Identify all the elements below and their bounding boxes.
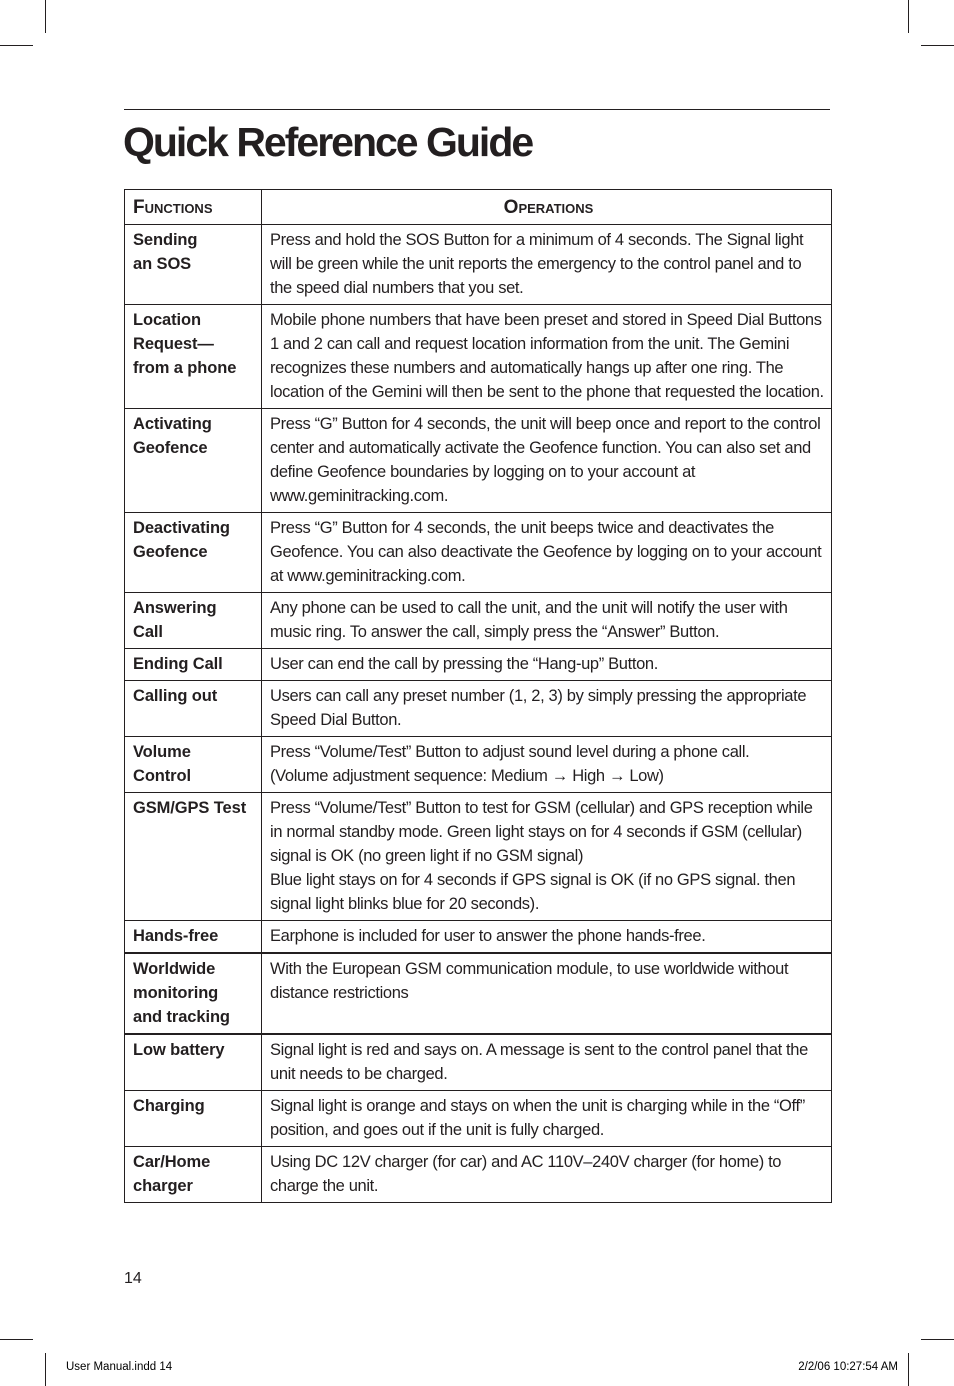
function-cell: Activating Geofence: [125, 409, 262, 513]
table-row: [125, 513, 832, 593]
crop-mark-bottom-right-h: [921, 1339, 954, 1340]
crop-mark-top-left-v: [45, 0, 46, 33]
function-cell: Sending an SOS: [125, 225, 262, 305]
operation-cell: Mobile phone numbers that have been preset and stored in Speed Dial Buttons 1 and 2 can call and request location information from the unit. The Gemini recognizes these numbers and automatically hangs up after one ring. The location of the Gemini will then be sent to the phone that requested the location.: [262, 305, 832, 409]
timestamp-slug: 2/2/06 10:27:54 AM: [798, 1361, 898, 1373]
table-row: [125, 737, 832, 793]
function-cell: GSM/GPS Test: [125, 793, 262, 921]
operation-cell: Any phone can be used to call the unit, and the unit will notify the user with music ring. To answer the call, simply press the “Answer” Button.: [262, 593, 832, 649]
page-number: 14: [124, 1270, 142, 1287]
table-row: [125, 681, 832, 737]
operation-cell: User can end the call by pressing the “Hang-up” Button.: [262, 649, 832, 681]
function-cell: Car/Home charger: [125, 1147, 262, 1203]
table-row: [125, 1034, 832, 1091]
function-cell: Low battery: [125, 1034, 262, 1091]
crop-mark-bottom-left-h: [0, 1339, 33, 1340]
title-top-rule: [124, 109, 830, 110]
table-row: [125, 409, 832, 513]
table-body: [125, 225, 832, 1203]
operation-cell: Press “G” Button for 4 seconds, the unit beeps twice and deactivates the Geofence. You can also deactivate the Geofence by logging on to your account at www.geminitracking.com.: [262, 513, 832, 593]
table-row: [125, 921, 832, 954]
operation-cell: Press “Volume/Test” Button to adjust sound level during a phone call. (Volume adjustment sequence: Medium → High → Low): [262, 737, 832, 793]
crop-mark-top-left-h: [0, 45, 33, 46]
quick-reference-table: [124, 189, 832, 1203]
table-row: [125, 649, 832, 681]
operation-cell: Users can call any preset number (1, 2, 3) by simply pressing the appropriate Speed Dial Button.: [262, 681, 832, 737]
table-row: [125, 953, 832, 1034]
function-cell: Location Request— from a phone: [125, 305, 262, 409]
crop-mark-bottom-right-v: [908, 1353, 909, 1386]
function-cell: Ending Call: [125, 649, 262, 681]
table-header-row: [125, 190, 832, 225]
operation-cell: Signal light is red and says on. A message is sent to the control panel that the unit needs to be charged.: [262, 1034, 832, 1091]
operation-cell: Press and hold the SOS Button for a minimum of 4 seconds. The Signal light will be green while the unit reports the emergency to the control panel and to the speed dial numbers that you set.: [262, 225, 832, 305]
crop-mark-top-right-h: [921, 45, 954, 46]
operation-cell: Press “G” Button for 4 seconds, the unit will beep once and report to the control center and automatically activate the Geofence function. You can also set and define Geofence boundaries by logging on to your account at www.geminitracking.com.: [262, 409, 832, 513]
crop-mark-bottom-left-v: [45, 1353, 46, 1386]
operation-cell: Earphone is included for user to answer the phone hands-free.: [262, 921, 832, 954]
page-title: Quick Reference Guide: [123, 119, 533, 165]
function-cell: Worldwide monitoring and tracking: [125, 953, 262, 1034]
table-row: [125, 593, 832, 649]
table-row: [125, 1091, 832, 1147]
function-cell: Deactivating Geofence: [125, 513, 262, 593]
crop-mark-top-right-v: [908, 0, 909, 33]
function-cell: Calling out: [125, 681, 262, 737]
functions-column-header: Functions: [125, 190, 262, 225]
function-cell: Hands-free: [125, 921, 262, 954]
function-cell: Charging: [125, 1091, 262, 1147]
function-cell: Answering Call: [125, 593, 262, 649]
operation-cell: Signal light is orange and stays on when the unit is charging while in the “Off” position, and goes out if the unit is fully charged.: [262, 1091, 832, 1147]
table-row: [125, 225, 832, 305]
table-row: [125, 793, 832, 921]
operation-cell: Press “Volume/Test” Button to test for GSM (cellular) and GPS reception while in normal standby mode. Green light stays on for 4 seconds if GSM (cellular) signal is OK (no green light if no GSM signal) Blue light stays on for 4 seconds if GPS signal is OK (if no GPS signal. then signal light blinks blue for 20 seconds).: [262, 793, 832, 921]
operations-column-header: Operations: [262, 190, 832, 225]
table-row: [125, 1147, 832, 1203]
operation-cell: With the European GSM communication module, to use worldwide without distance restrictions: [262, 953, 832, 1034]
function-cell: Volume Control: [125, 737, 262, 793]
operation-cell: Using DC 12V charger (for car) and AC 110V–240V charger (for home) to charge the unit.: [262, 1147, 832, 1203]
file-slug: User Manual.indd 14: [66, 1361, 173, 1373]
table-row: [125, 305, 832, 409]
